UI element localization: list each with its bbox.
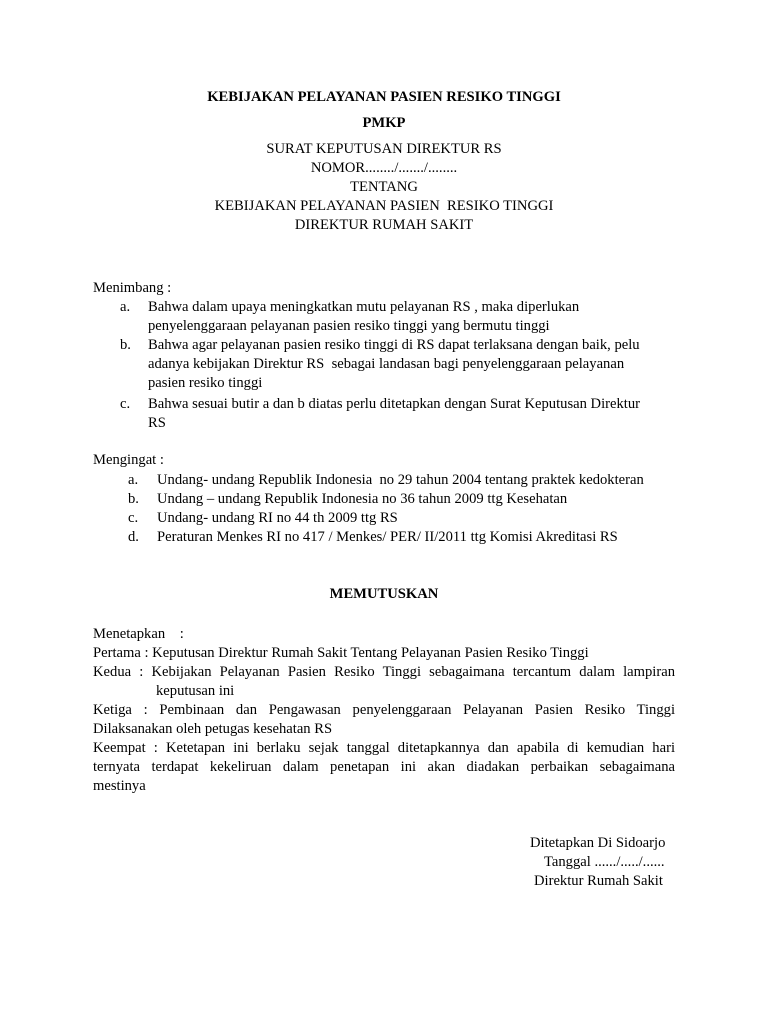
keempat-clause-line2: ternyata terdapat kekeliruan dalam penetapan ini akan diadakan perbaikan sebagaimana bbox=[93, 759, 675, 775]
menimbang-a-line2: penyelenggaraan pelayanan pasien resiko tinggi yang bermutu tinggi bbox=[148, 318, 550, 334]
kedua-clause-line1: Kedua : Kebijakan Pelayanan Pasien Resiko Tinggi sebagaimana tercantum dalam lampiran bbox=[93, 664, 675, 680]
menimbang-marker-a: a. bbox=[120, 299, 131, 315]
mengingat-marker-c: c. bbox=[128, 510, 139, 526]
decree-about: TENTANG bbox=[350, 179, 418, 195]
menimbang-b-line2: adanya kebijakan Direktur RS sebagai landasan bagi penyelenggaraan pelayanan bbox=[148, 356, 625, 372]
mengingat-item-b: Undang – undang Republik Indonesia no 36 tahun 2009 ttg Kesehatan bbox=[157, 491, 568, 507]
document-code: PMKP bbox=[362, 115, 406, 131]
menimbang-marker-b: b. bbox=[120, 337, 131, 353]
mengingat-marker-a: a. bbox=[128, 472, 139, 488]
menetapkan-label: Menetapkan : bbox=[93, 626, 184, 642]
menimbang-marker-c: c. bbox=[120, 396, 131, 412]
menimbang-a-line1: Bahwa dalam upaya meningkatkan mutu pelayanan RS , maka diperlukan bbox=[148, 299, 580, 315]
memutuskan-heading: MEMUTUSKAN bbox=[329, 586, 439, 602]
mengingat-item-a: Undang- undang Republik Indonesia no 29 tahun 2004 tentang praktek kedokteran bbox=[157, 472, 644, 488]
menimbang-b-line1: Bahwa agar pelayanan pasien resiko tinggi di RS dapat terlaksana dengan baik, pelu bbox=[148, 337, 640, 353]
pertama-clause: Pertama : Keputusan Direktur Rumah Sakit Tentang Pelayanan Pasien Resiko Tinggi bbox=[93, 645, 589, 661]
keempat-clause-line3: mestinya bbox=[93, 778, 146, 794]
ketiga-clause-line2: Dilaksanakan oleh petugas kesehatan RS bbox=[93, 721, 333, 737]
decree-issuer: DIREKTUR RUMAH SAKIT bbox=[294, 217, 474, 233]
menimbang-heading: Menimbang : bbox=[93, 280, 172, 296]
ketiga-clause-line1: Ketiga : Pembinaan dan Pengawasan penyelenggaraan Pelayanan Pasien Resiko Tinggi bbox=[93, 702, 675, 718]
menimbang-b-line3: pasien resiko tinggi bbox=[148, 375, 263, 391]
decree-heading: SURAT KEPUTUSAN DIREKTUR RS bbox=[266, 141, 502, 157]
keempat-clause-line1: Keempat : Ketetapan ini berlaku sejak tanggal ditetapkannya dan apabila di kemudian hari bbox=[93, 740, 675, 756]
menimbang-c-line1: Bahwa sesuai butir a dan b diatas perlu ditetapkan dengan Surat Keputusan Direktur bbox=[148, 396, 640, 412]
mengingat-marker-d: d. bbox=[128, 529, 139, 545]
mengingat-marker-b: b. bbox=[128, 491, 139, 507]
document-title: KEBIJAKAN PELAYANAN PASIEN RESIKO TINGGI bbox=[207, 89, 561, 105]
kedua-clause-line2: keputusan ini bbox=[156, 683, 235, 699]
decree-subject: KEBIJAKAN PELAYANAN PASIEN RESIKO TINGGI bbox=[214, 198, 554, 214]
mengingat-item-d: Peraturan Menkes RI no 417 / Menkes/ PER/ II/2011 ttg Komisi Akreditasi RS bbox=[157, 529, 618, 545]
decree-number: NOMOR......../......./........ bbox=[310, 160, 458, 176]
mengingat-heading: Mengingat : bbox=[93, 452, 164, 468]
mengingat-item-c: Undang- undang RI no 44 th 2009 ttg RS bbox=[157, 510, 398, 526]
signature-place: Ditetapkan Di Sidoarjo bbox=[530, 835, 666, 851]
signature-title: Direktur Rumah Sakit bbox=[534, 873, 663, 889]
menimbang-c-line2: RS bbox=[148, 415, 166, 431]
signature-date: Tanggal ....../...../...... bbox=[544, 854, 665, 870]
